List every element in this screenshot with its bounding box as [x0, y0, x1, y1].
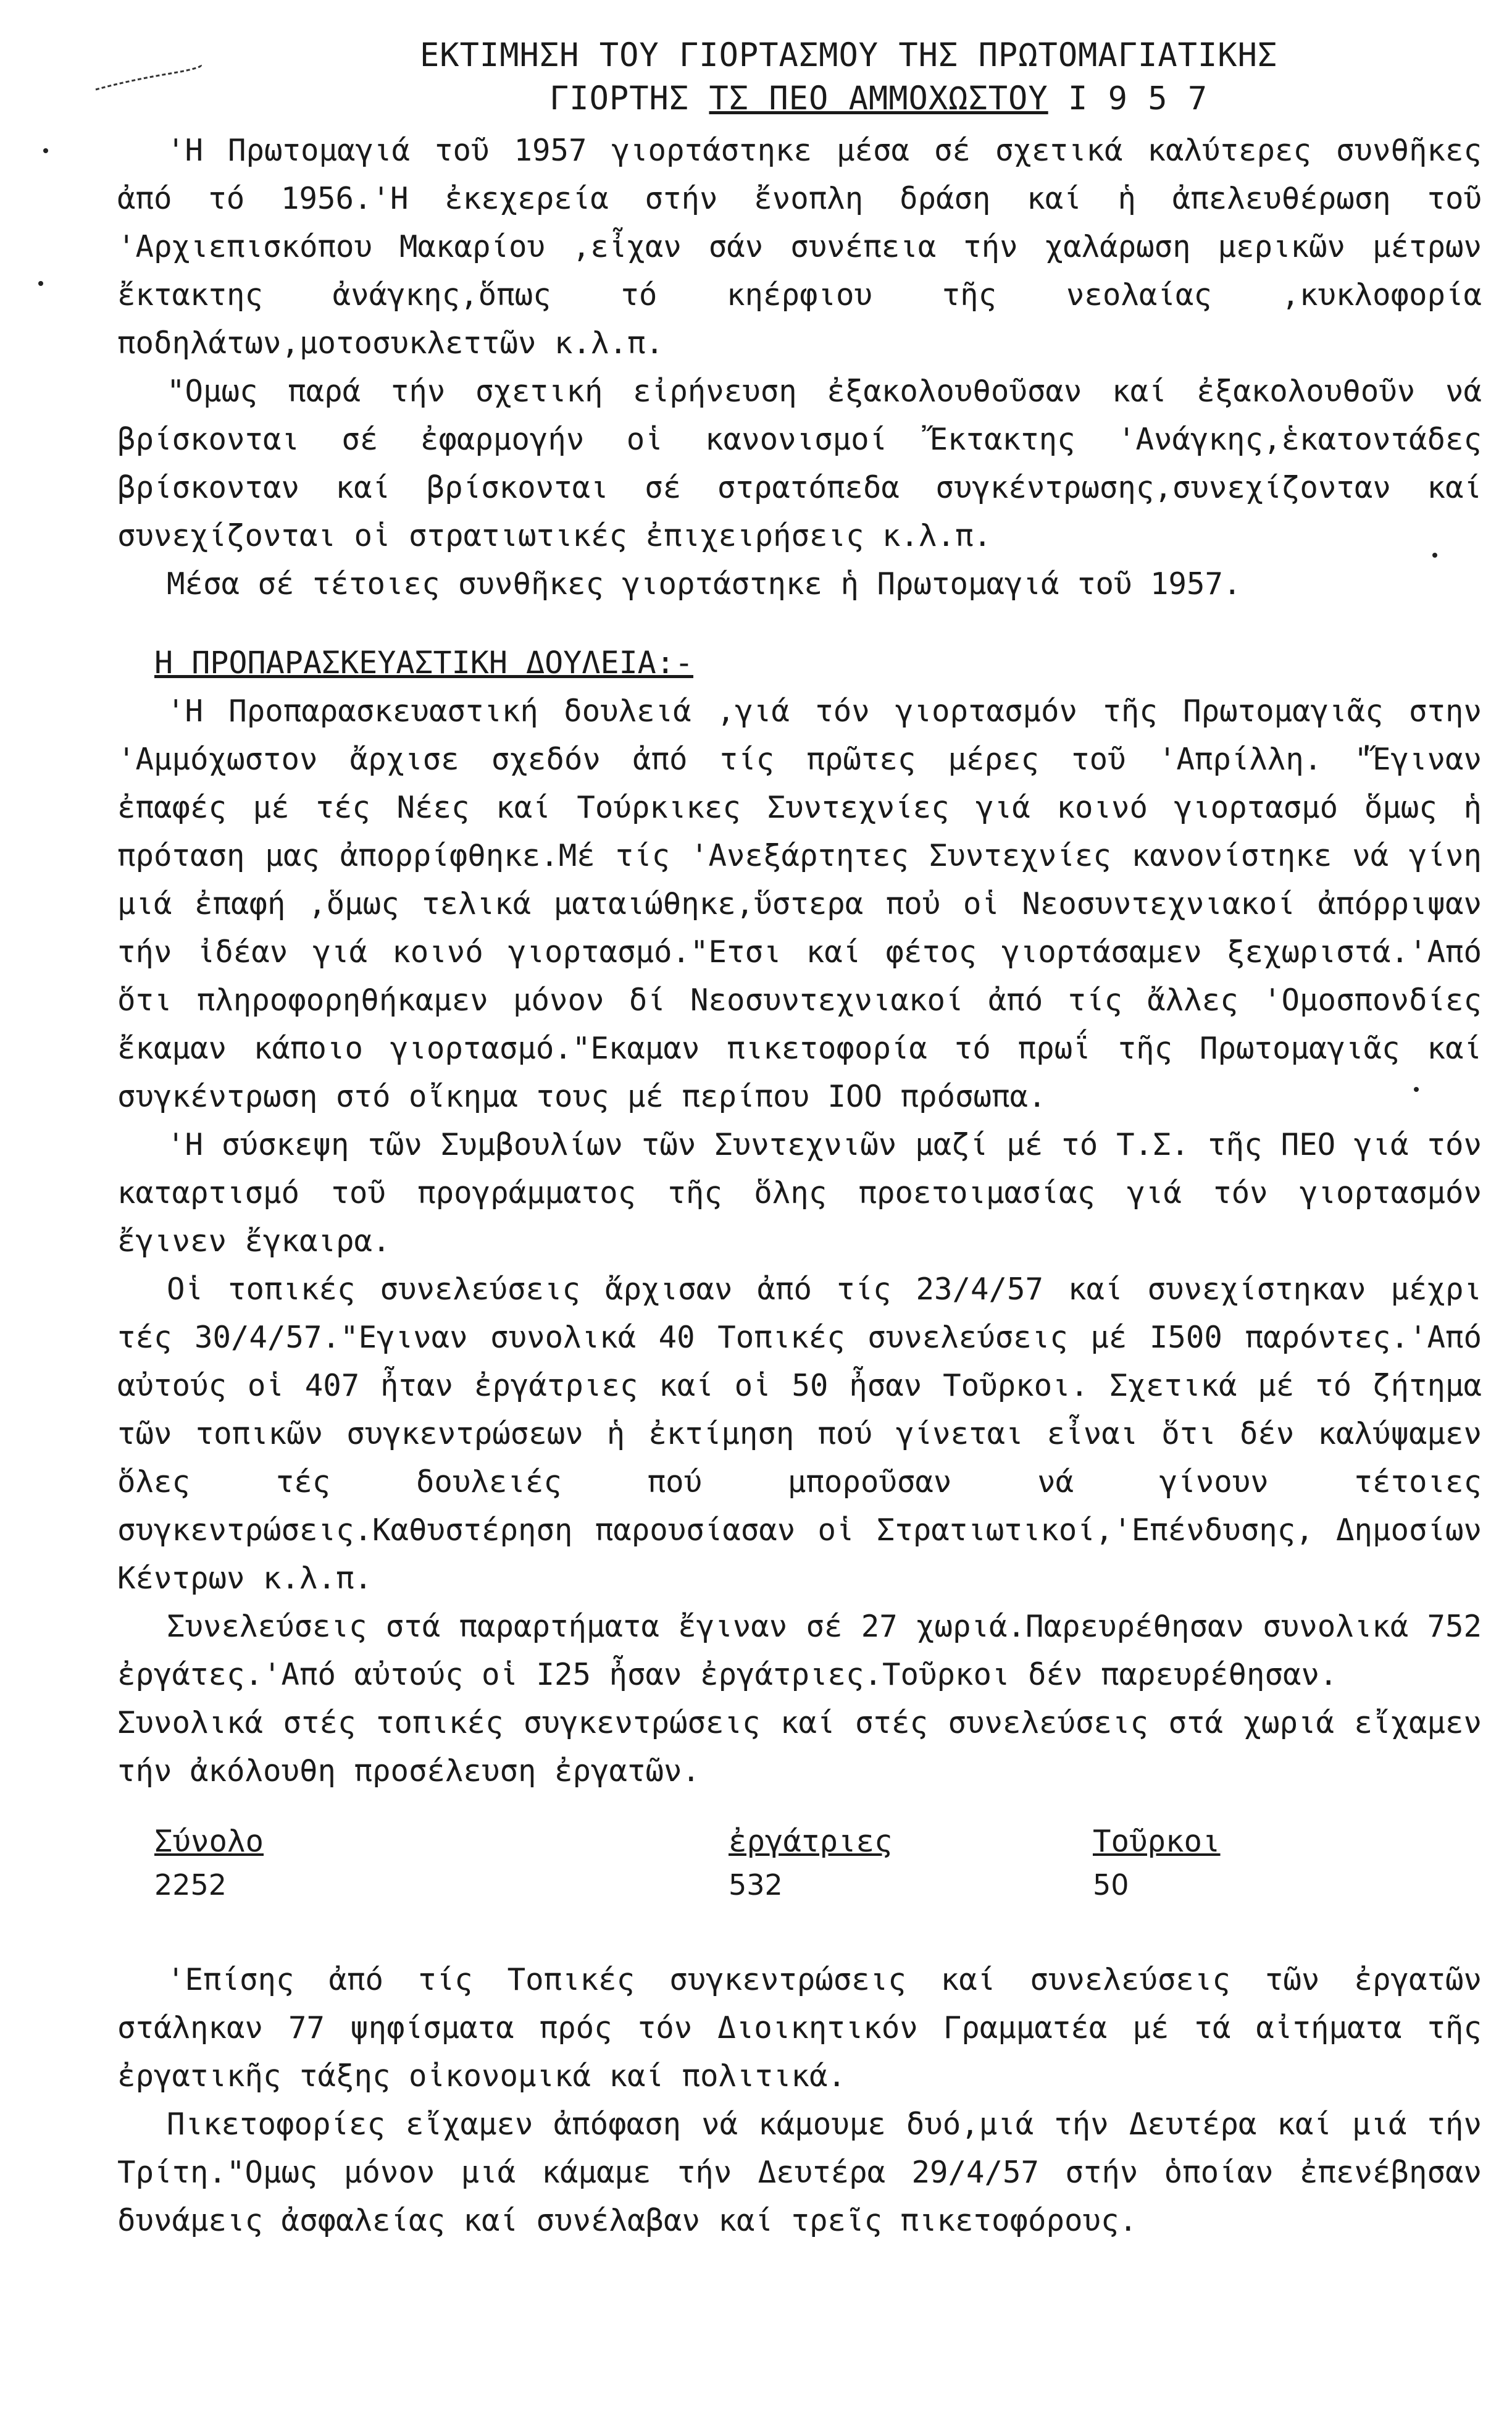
totals-value-turks: 50 [1093, 1868, 1129, 1902]
document-body [117, 127, 1482, 2245]
attendance-totals [117, 1820, 1414, 1906]
totals-header-total: Σύνολο [154, 1824, 264, 1859]
paragraph-intro-2: "Ομως παρά τήν σχετική εἰρήνευση ἐξακολουθοῦσαν καί ἐξακολουθοῦν νά βρίσκονται σέ ἐφαρμογήν οἱ κανονισμοί Ἔκτακτης 'Ανάγκης,ἑκατοντάδες βρίσκονταν καί βρίσκονται σέ στρατόπεδα συγκέντρωσης,συνεχίζονταν καί συνεχίζονται οἱ στρατιωτικές ἐπιχειρήσεις κ.λ.π. [117, 374, 1482, 553]
paragraph-intro-3: Μέσα σέ τέτοιες συνθῆκες γιορτάστηκε ἡ Πρωτομαγιά τοῦ 1957. [167, 566, 1242, 602]
paragraph-intro-1: 'Η Πρωτομαγιά τοῦ 1957 γιορτάστηκε μέσα σέ σχετικά καλύτερες συνθῆκες ἀπό τό 1956.'Η ἐκεχερεία στήν ἔνοπλη δράση καί ἡ ἀπελευθέρωση τοῦ 'Αρχιεπισκόπου Μακαρίου ,εἶχαν σάν συνέπεια τήν χαλάρωση μερικῶν μέτρων ἔκτακτης ἀνάγκης,ὅπως τό κηέρφιου τῆς νεολαίας ,κυκλοφορία ποδηλάτων,μοτοσυκλεττῶν κ.λ.π. [117, 133, 1482, 361]
paragraph-work-1: 'Η Προπαρασκευαστική δουλειά ,γιά τόν γιορτασμόν τῆς Πρωτομαγιᾶς στην 'Αμμόχωστον ἄρχισε σχεδόν ἀπό τίς πρῶτες μέρες τοῦ 'Απρίλλη. "Ἔγιναν ἐπαφές μέ τές Νέες καί Τούρκικες Συντεχνίες γιά κοινό γιορτασμό ὅμως ἡ πρόταση μας ἀπορρίφθηκε.Μέ τίς 'Ανεξάρτητες Συντεχνίες κανονίστηκε νά γίνη μιά ἐπαφή ,ὅμως τελικά ματαιώθηκε,ὕστερα ποὐ οἱ Νεοσυντεχνιακοί ἀπόρριψαν τήν ἰδέαν γιά κοινό γιορτασμό."Ετσι καί φέτος γιορτάσαμεν ξεχωριστά.'Από ὅτι πληροφορηθήκαμεν μόνον δί Νεοσυντεχνιακοί ἀπό τίς ἄλλες 'Ομοσπονδίες ἔκαμαν κάποιο γιορτασμό."Εκαμαν πικετοφορία τό πρωΐ τῆς Πρωτομαγιᾶς καί συγκέντρωση στό οἴκημα τους μέ περίπου ΙΟΟ πρόσωπα. [117, 694, 1482, 1114]
totals-column-total [117, 1820, 729, 1906]
paragraph-end-1: 'Επίσης ἀπό τίς Τοπικές συγκεντρώσεις καί συνελεύσεις τῶν ἐργατῶν στάληκαν 77 ψηφίσματα πρός τόν Διοικητικόν Γραμματέα μέ τά αἰτήματα τῆς ἐργατικῆς τάξης οἰκονομικά καί πολιτικά. [117, 1962, 1482, 2094]
title-line-1: ΕΚΤΙΜΗΣΗ ΤΟΥ ΓΙΟΡΤΑΣΜΟΥ ΤΗΣ ΠΡΩΤΟΜΑΓΙΑΤΙΚΗΣ [420, 37, 1278, 74]
totals-column-turks [1093, 1820, 1401, 1906]
totals-value-total: 2252 [154, 1868, 227, 1902]
paragraph-work-4: Συνελεύσεις στά παραρτήματα ἔγιναν σέ 27 χωριά.Παρευρέθησαν συνολικά 752 ἐργάτες.'Από αὐτούς οἱ Ι25 ἦσαν ἐργάτριες.Τοῦρκοι δέν παρευρέθησαν. [117, 1609, 1482, 1692]
spacer [117, 1906, 1482, 1956]
totals-header-turks: Τοῦρκοι [1093, 1824, 1221, 1859]
paragraph-end-2: Πικετοφορίες εἴχαμεν ἀπόφαση νά κάμουμε δυό,μιά τήν Δευτέρα καί μιά τήν Τρίτη."Ομως μόνον μιά κάμαμε τήν Δευτέρα 29/4/57 στήν ὁποίαν ἐπενέβησαν δυνάμεις ἀσφαλείας καί συνέλαβαν καί τρεῖς πικετοφόρους. [117, 2107, 1482, 2238]
totals-value-women: 532 [729, 1868, 783, 1902]
totals-header-women: ἐργάτριες [729, 1824, 893, 1859]
section-heading: Η ΠΡΟΠΑΡΑΣΚΕΥΑΣΤΙΚΗ ΔΟΥΛΕΙΑ:- [154, 645, 693, 681]
title-line-2-prefix: ΓΙΟΡΤΗΣ [549, 80, 709, 117]
document-title [420, 34, 1383, 120]
title-line-2 [420, 77, 1383, 120]
paragraph-work-3: Οἱ τοπικές συνελεύσεις ἄρχισαν ἀπό τίς 23/4/57 καί συνεχίστηκαν μέχρι τές 30/4/57."Εγιναν συνολικά 40 Τοπικές συνελεύσεις μέ Ι500 παρόντες.'Από αὐτούς οἱ 407 ἦταν ἐργάτριες καί οἱ 50 ἦσαν Τοῦρκοι. Σχετικά μέ τό ζήτημα τῶν τοπικῶν συγκεντρώσεων ἡ ἐκτίμηση πού γίνεται εἶναι ὅτι δέν καλύψαμεν ὅλες τές δουλειές πού μποροῦσαν νά γίνουν τέτοιες συγκεντρώσεις.Καθυστέρηση παρουσίασαν οἱ Στρατιωτικοί,'Επένδυσης, Δημοσίων Κέντρων κ.λ.π. [117, 1272, 1482, 1596]
title-line-2-year: Ι 9 5 7 [1048, 80, 1208, 117]
totals-column-women [729, 1820, 1093, 1906]
paragraph-work-2: 'Η σύσκεψη τῶν Συμβουλίων τῶν Συντεχνιῶν μαζί μέ τό Τ.Σ. τῆς ΠΕΟ γιά τόν καταρτισμό τοῦ προγράμματος τῆς ὅλης προετοιμασίας γιά τόν γιορτασμόν ἔγινεν ἔγκαιρα. [117, 1127, 1482, 1259]
speck-mark [38, 281, 43, 286]
title-line-2-underlined: ΤΣ ΠΕΟ ΑΜΜΟΧΩΣΤΟΥ [709, 80, 1048, 117]
pen-stroke-mark [93, 59, 204, 96]
summary-sentence: Συνολικά στές τοπικές συγκεντρώσεις καί στές συνελεύσεις στά χωριά εἴχαμεν τήν ἀκόλουθη προσέλευση ἐργατῶν. [117, 1705, 1482, 1789]
speck-mark [43, 148, 48, 153]
